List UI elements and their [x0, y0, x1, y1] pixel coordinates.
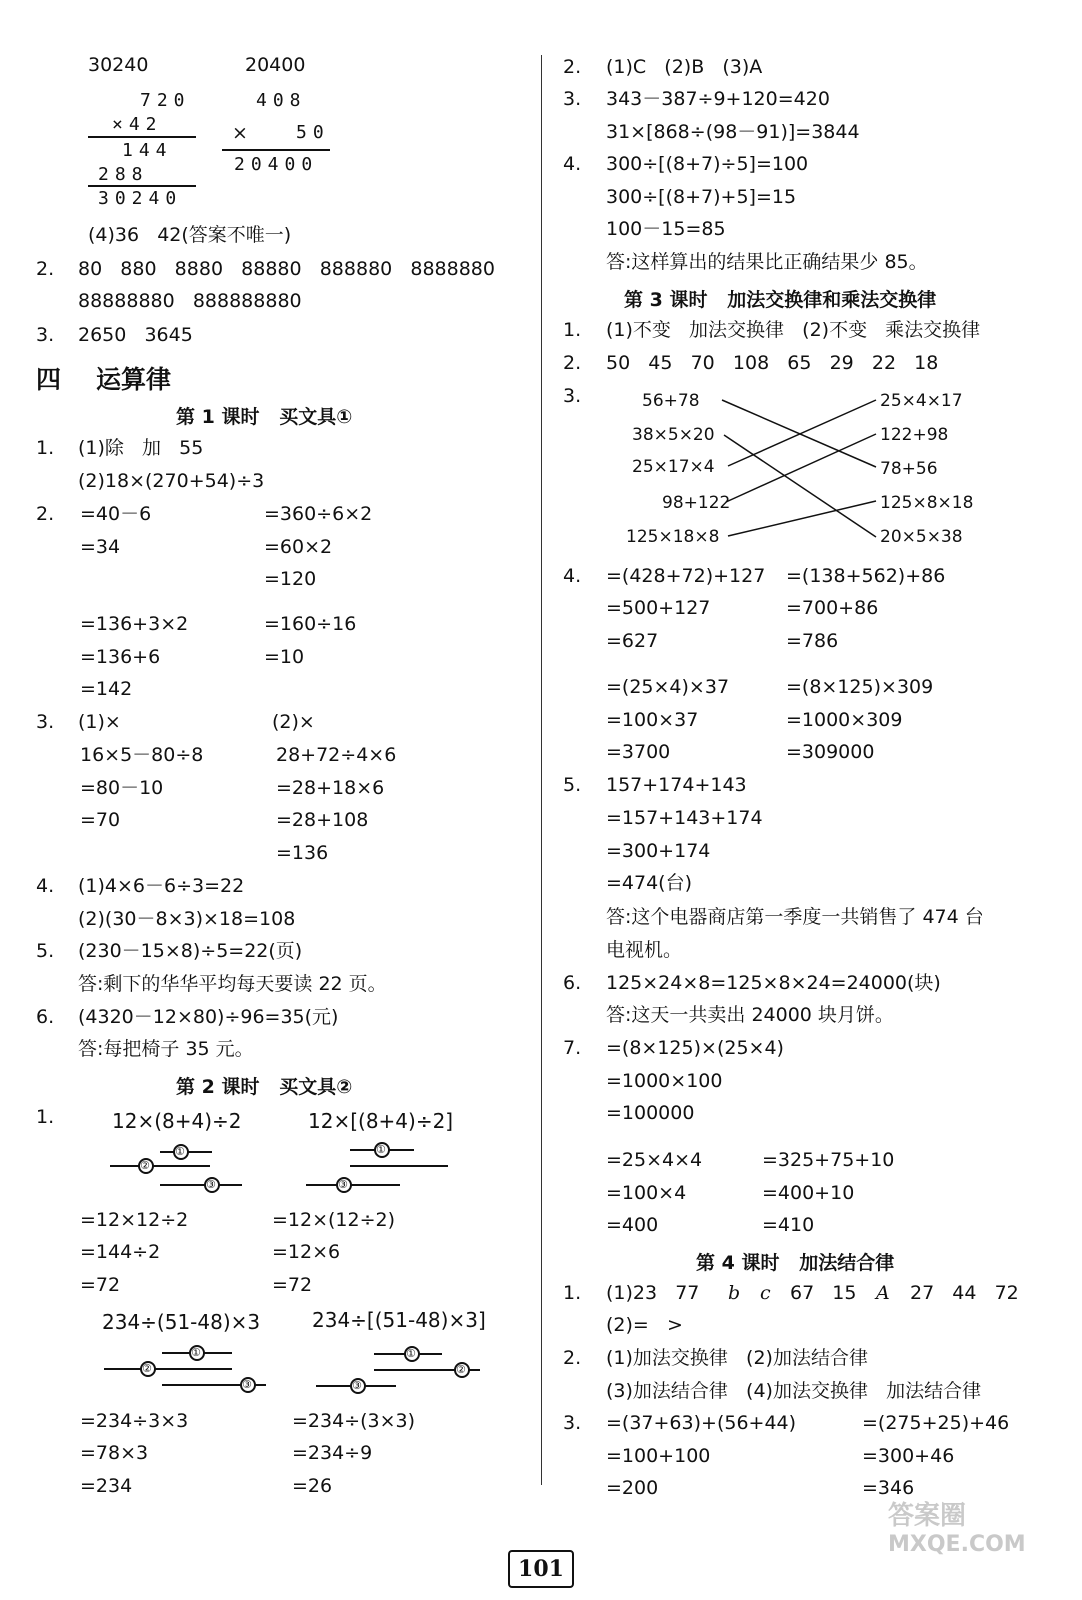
- circ-d3: ③: [352, 1379, 362, 1392]
- l3-q7-number: 7.: [563, 1037, 582, 1059]
- match-left-2: 38×5×20: [632, 425, 715, 445]
- match-right-1: 25×4×17: [880, 391, 963, 411]
- r-q4-line-4: 答:这样算出的结果比正确结果少 85。: [606, 251, 928, 273]
- l1-q1-number: 1.: [36, 437, 55, 459]
- l3-q1: (1)不变 加法交换律 (2)不变 乘法交换律: [606, 319, 981, 341]
- l3-q3-number: 3.: [563, 385, 582, 407]
- l1-q3-c1-l4: =70: [80, 809, 121, 831]
- l2-c1-l1: =12×12÷2: [80, 1209, 189, 1231]
- lesson-1-heading: 第 1 课时 买文具①: [176, 406, 353, 428]
- l3-q4-number: 4.: [563, 565, 582, 587]
- l4-q3-number: 3.: [563, 1412, 582, 1434]
- l3-q5-answer-1: 答:这个电器商店第一季度一共销售了 474 台: [606, 906, 984, 928]
- l2-c1-l3: =72: [80, 1274, 121, 1296]
- l3-q6-line-2: 答:这天一共卖出 24000 块月饼。: [606, 1004, 894, 1026]
- match-left-1: 56+78: [642, 391, 700, 411]
- l3-q4-c3-l3: =3700: [606, 741, 671, 763]
- l1-q2-c2-l1: =360÷6×2: [264, 503, 373, 525]
- l4-q3-c1-l3: =200: [606, 1477, 659, 1499]
- l1-q2-c3-l2: =136+6: [80, 646, 161, 668]
- l1-q6-number: 6.: [36, 1006, 55, 1028]
- l1-q2-number: 2.: [36, 503, 55, 525]
- vmul-1-partial-1: 144: [122, 140, 173, 161]
- l3-q1-number: 1.: [563, 319, 582, 341]
- r-q4-line-3: 100－15=85: [606, 218, 726, 240]
- l1-q2-c2-l3: =120: [264, 568, 317, 590]
- l2-c1-l2: =144÷2: [80, 1241, 161, 1263]
- l2-expr-4: 234÷[(51-48)×3]: [312, 1308, 486, 1332]
- watermark: [888, 1495, 1068, 1595]
- r-q4-line-2: 300÷[(8+7)+5]=15: [606, 186, 797, 208]
- section-number: 四: [36, 365, 62, 394]
- l3-q7-l1: =(8×125)×(25×4): [606, 1037, 784, 1059]
- l4-q3-c2-l1: =(275+25)+46: [862, 1412, 1010, 1434]
- l1-q3-c1-l2: 16×5－80÷8: [80, 744, 204, 766]
- l4-q3-c2-l2: =300+46: [862, 1445, 955, 1467]
- circ-c2: ②: [142, 1362, 152, 1375]
- l1-q4-line-1: (1)4×6－6÷3=22: [78, 875, 245, 897]
- match-left-5: 125×18×8: [626, 527, 720, 547]
- q3-answer: 2650 3645: [78, 324, 193, 346]
- lesson-2-heading: 第 2 课时 买文具②: [176, 1076, 353, 1098]
- lesson-4-heading: 第 4 课时 加法结合律: [696, 1252, 895, 1274]
- l3-q7-c1-l3: =400: [606, 1214, 659, 1236]
- l1-q2-c3-l3: =142: [80, 678, 133, 700]
- vmul-1-product: 30240: [98, 188, 183, 209]
- vmul-2-product: 20400: [234, 154, 319, 175]
- l1-q1-line-2: (2)18×(270+54)÷3: [78, 470, 265, 492]
- l2-c4-l2: =234÷9: [292, 1442, 373, 1464]
- l3-q4-c1-l2: =500+127: [606, 597, 711, 619]
- circ-b1: ①: [376, 1143, 386, 1156]
- l4-q2-line-2: (3)加法结合律 (4)加法交换律 加法结合律: [606, 1380, 982, 1402]
- circ-b3: ③: [338, 1178, 348, 1191]
- l3-q4-c2-l1: =(138+562)+86: [786, 565, 946, 587]
- circ-a1: ①: [175, 1145, 185, 1158]
- match-right-4: 125×8×18: [880, 493, 974, 513]
- l1-q2-c1-l1: =40－6: [80, 503, 152, 525]
- vmul-2-multiplicand: 408: [256, 90, 307, 111]
- watermark-line-1: 答案圈: [888, 1501, 967, 1531]
- q4-answer: (4)36 42(答案不唯一): [88, 224, 292, 246]
- r-q4-number: 4.: [563, 153, 582, 175]
- result-2: 20400: [245, 54, 306, 76]
- l4-q1-line-2: (2)= >: [606, 1314, 683, 1336]
- l3-q4-c1-l3: =627: [606, 630, 659, 652]
- vmul-2-multiplier: 50: [296, 122, 330, 143]
- vmul-1-multiplier: ×42: [112, 114, 163, 135]
- l3-q4-c4-l1: =(8×125)×309: [786, 676, 934, 698]
- l1-q6-line-2: 答:每把椅子 35 元。: [78, 1038, 254, 1060]
- result-1: 30240: [88, 54, 149, 76]
- circ-a3: ③: [206, 1178, 216, 1191]
- l3-q7-c2-l1: =325+75+10: [762, 1149, 895, 1171]
- q3-number: 3.: [36, 324, 55, 346]
- l1-q5-line-1: (230－15×8)÷5=22(页): [78, 940, 303, 962]
- section-title: 运算律: [96, 365, 172, 394]
- l3-q5-number: 5.: [563, 774, 582, 796]
- l1-q5-number: 5.: [36, 940, 55, 962]
- l1-q4-number: 4.: [36, 875, 55, 897]
- l3-q7-c2-l2: =400+10: [762, 1182, 855, 1204]
- l4-q1-mid: 67 15: [790, 1282, 857, 1304]
- l3-q6-line-1: 125×24×8=125×8×24=24000(块): [606, 972, 941, 994]
- l1-q3-c1-l1: (1)×: [78, 711, 121, 733]
- match-right-3: 78+56: [880, 459, 938, 479]
- l3-q7-c1-l1: =25×4×4: [606, 1149, 703, 1171]
- l1-q3-c2-l2: 28+72÷4×6: [276, 744, 397, 766]
- l4-q3-c1-l2: =100+100: [606, 1445, 711, 1467]
- l1-q2-c3-l1: =136+3×2: [80, 613, 189, 635]
- l1-q3-c2-l3: =28+18×6: [276, 777, 385, 799]
- circ-d1: ①: [406, 1347, 416, 1360]
- match-left-3: 25×17×4: [632, 457, 715, 477]
- r-q3-line-1: 343－387÷9+120=420: [606, 88, 830, 110]
- vmul-1-partial-2: 288: [98, 164, 149, 185]
- l4-q1-pre: (1)23 77: [606, 1282, 700, 1304]
- q2-row-1: 80 880 8880 88880 888880 8888880: [78, 258, 495, 280]
- l3-q4-c1-l1: =(428+72)+127: [606, 565, 766, 587]
- l4-q1-number: 1.: [563, 1282, 582, 1304]
- l2-c4-l3: =26: [292, 1475, 333, 1497]
- l4-q3-c2-l3: =346: [862, 1477, 915, 1499]
- circ-a2: ②: [140, 1159, 150, 1172]
- page-number: 101: [508, 1550, 574, 1588]
- l3-q2: 50 45 70 108 65 29 22 18: [606, 352, 939, 374]
- l4-q1-post: 27 44 72: [910, 1282, 1019, 1304]
- q2-number: 2.: [36, 258, 55, 280]
- l2-c4-l1: =234÷(3×3): [292, 1410, 416, 1432]
- r-q2: (1)C (2)B (3)A: [606, 56, 763, 78]
- l4-q1-c: c: [760, 1282, 771, 1304]
- l4-q2-line-1: (1)加法交换律 (2)加法结合律: [606, 1347, 868, 1369]
- l2-c3-l2: =78×3: [80, 1442, 149, 1464]
- q2-row-2: 88888880 888888880: [78, 290, 302, 312]
- l1-q3-c2-l5: =136: [276, 842, 329, 864]
- l3-q5-answer-2: 电视机。: [606, 939, 683, 961]
- match-right-5: 20×5×38: [880, 527, 963, 547]
- l1-q2-c1-l2: =34: [80, 536, 121, 558]
- lesson-3-heading: 第 3 课时 加法交换律和乘法交换律: [624, 289, 937, 311]
- l2-q1-number: 1.: [36, 1106, 55, 1128]
- l2-expr-3: 234÷(51-48)×3: [102, 1310, 261, 1334]
- circ-d2: ②: [456, 1363, 466, 1376]
- match-right-2: 122+98: [880, 425, 949, 445]
- l3-q7-c1-l2: =100×4: [606, 1182, 687, 1204]
- circ-c3: ③: [242, 1378, 252, 1391]
- l2-expr-2: 12×[(8+4)÷2]: [308, 1109, 454, 1133]
- l3-q7-l2: =1000×100: [606, 1070, 723, 1092]
- l2-c3-l3: =234: [80, 1475, 133, 1497]
- l4-q3-c1-l1: =(37+63)+(56+44): [606, 1412, 797, 1434]
- l1-q5-line-2: 答:剩下的华华平均每天要读 22 页。: [78, 973, 387, 995]
- l3-q4-c3-l1: =(25×4)×37: [606, 676, 730, 698]
- l3-q5-l1: 157+174+143: [606, 774, 747, 796]
- l3-q4-c2-l3: =786: [786, 630, 839, 652]
- l2-c2-l1: =12×(12÷2): [272, 1209, 396, 1231]
- l1-q4-line-2: (2)(30－8×3)×18=108: [78, 908, 296, 930]
- l3-q5-l4: =474(台): [606, 872, 693, 894]
- r-q3-line-2: 31×[868÷(98－91)]=3844: [606, 121, 860, 143]
- l3-q7-c2-l3: =410: [762, 1214, 815, 1236]
- l4-q1-b: b: [728, 1282, 741, 1304]
- circ-c1: ①: [191, 1346, 201, 1359]
- l4-q2-number: 2.: [563, 1347, 582, 1369]
- l3-q4-c3-l2: =100×37: [606, 709, 699, 731]
- l1-q1-line-1: (1)除 加 55: [78, 437, 204, 459]
- l3-q4-c2-l2: =700+86: [786, 597, 879, 619]
- vmul-1-multiplicand: 720: [140, 90, 191, 111]
- r-q4-line-1: 300÷[(8+7)÷5]=100: [606, 153, 809, 175]
- l2-c2-l2: =12×6: [272, 1241, 341, 1263]
- l3-q5-l2: =157+143+174: [606, 807, 763, 829]
- l4-q1-A: A: [876, 1282, 890, 1304]
- l3-q2-number: 2.: [563, 352, 582, 374]
- watermark-line-2: MXQE.COM: [888, 1532, 1026, 1557]
- l2-expr-1: 12×(8+4)÷2: [112, 1109, 242, 1133]
- l1-q2-c4-l1: =160÷16: [264, 613, 357, 635]
- l3-q5-l3: =300+174: [606, 840, 711, 862]
- l1-q3-c2-l4: =28+108: [276, 809, 369, 831]
- r-q2-number: 2.: [563, 56, 582, 78]
- l1-q3-c1-l3: =80－10: [80, 777, 164, 799]
- vmul-2-times: ×: [232, 122, 248, 144]
- l3-q4-c4-l3: =309000: [786, 741, 875, 763]
- l2-c3-l1: =234÷3×3: [80, 1410, 189, 1432]
- l3-q4-c4-l2: =1000×309: [786, 709, 903, 731]
- l1-q2-c2-l2: =60×2: [264, 536, 333, 558]
- l1-q3-number: 3.: [36, 711, 55, 733]
- r-q3-number: 3.: [563, 88, 582, 110]
- l1-q2-c4-l2: =10: [264, 646, 305, 668]
- l1-q6-line-1: (4320－12×80)÷96=35(元): [78, 1006, 339, 1028]
- l1-q3-c2-l1: (2)×: [272, 711, 315, 733]
- l2-c2-l3: =72: [272, 1274, 313, 1296]
- l3-q6-number: 6.: [563, 972, 582, 994]
- l3-q7-l3: =100000: [606, 1102, 695, 1124]
- match-left-4: 98+122: [662, 493, 731, 513]
